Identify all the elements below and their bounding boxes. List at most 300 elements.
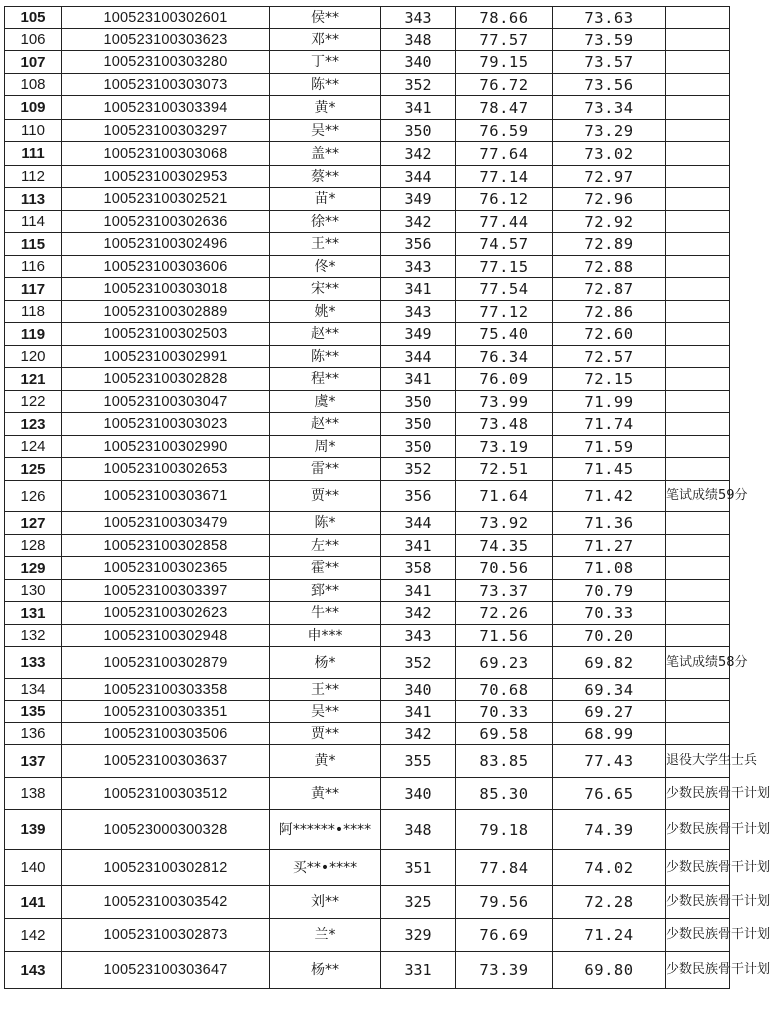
written-score-cell: 340 (381, 679, 456, 701)
note-cell (666, 602, 730, 625)
note-cell (666, 278, 730, 301)
name-cell: 郅** (270, 580, 381, 602)
note-cell (666, 723, 730, 745)
seq-cell: 126 (5, 481, 62, 512)
total-score-cell: 71.36 (553, 512, 666, 535)
name-cell: 王** (270, 233, 381, 256)
total-score-cell: 77.43 (553, 745, 666, 778)
seq-cell: 109 (5, 96, 62, 120)
ticket-number-cell: 100523100302503 (62, 323, 270, 346)
interview-score-cell: 77.44 (456, 211, 553, 233)
total-score-cell: 72.87 (553, 278, 666, 301)
total-score-cell: 72.88 (553, 256, 666, 278)
total-score-cell: 73.57 (553, 51, 666, 74)
name-cell: 黄** (270, 778, 381, 810)
total-score-cell: 71.24 (553, 919, 666, 952)
seq-cell: 139 (5, 810, 62, 850)
seq-cell: 122 (5, 391, 62, 413)
table-row (5, 211, 730, 233)
score-table-body (5, 7, 770, 989)
written-score-cell: 329 (381, 919, 456, 952)
name-cell: 邓** (270, 29, 381, 51)
total-score-cell: 69.34 (553, 679, 666, 701)
total-score-cell: 72.96 (553, 188, 666, 211)
ticket-number-cell: 100523100303394 (62, 96, 270, 120)
ticket-number-cell: 100523100302953 (62, 166, 270, 188)
score-table (4, 6, 770, 989)
name-cell: 左** (270, 535, 381, 557)
total-score-cell: 69.27 (553, 701, 666, 723)
total-score-cell: 72.89 (553, 233, 666, 256)
table-row (5, 679, 730, 701)
written-score-cell: 343 (381, 301, 456, 323)
written-score-cell: 351 (381, 850, 456, 886)
name-cell: 兰* (270, 919, 381, 952)
note-cell (666, 301, 730, 323)
ticket-number-cell: 100523100302873 (62, 919, 270, 952)
total-score-cell: 73.63 (553, 7, 666, 29)
table-row (5, 74, 730, 96)
interview-score-cell: 79.56 (456, 886, 553, 919)
seq-cell: 134 (5, 679, 62, 701)
seq-cell: 123 (5, 413, 62, 436)
interview-score-cell: 76.34 (456, 346, 553, 368)
written-score-cell: 350 (381, 436, 456, 458)
ticket-number-cell: 100523100302601 (62, 7, 270, 29)
table-row (5, 142, 730, 166)
ticket-number-cell: 100523100302879 (62, 647, 270, 679)
written-score-cell: 325 (381, 886, 456, 919)
interview-score-cell: 77.14 (456, 166, 553, 188)
ticket-number-cell: 100523100303280 (62, 51, 270, 74)
interview-score-cell: 72.51 (456, 458, 553, 481)
written-score-cell: 343 (381, 7, 456, 29)
name-cell: 赵** (270, 413, 381, 436)
table-row (5, 778, 730, 810)
table-row (5, 436, 730, 458)
interview-score-cell: 77.54 (456, 278, 553, 301)
seq-cell: 107 (5, 51, 62, 74)
note-cell (666, 512, 730, 535)
ticket-number-cell: 100523100303047 (62, 391, 270, 413)
interview-score-cell: 77.57 (456, 29, 553, 51)
ticket-number-cell: 100523100302653 (62, 458, 270, 481)
total-score-cell: 74.39 (553, 810, 666, 850)
total-score-cell: 71.08 (553, 557, 666, 580)
ticket-number-cell: 100523100303637 (62, 745, 270, 778)
seq-cell: 119 (5, 323, 62, 346)
seq-cell: 121 (5, 368, 62, 391)
ticket-number-cell: 100523000300328 (62, 810, 270, 850)
table-row (5, 391, 730, 413)
table-row (5, 458, 730, 481)
seq-cell: 131 (5, 602, 62, 625)
interview-score-cell: 79.15 (456, 51, 553, 74)
seq-cell: 113 (5, 188, 62, 211)
total-score-cell: 68.99 (553, 723, 666, 745)
interview-score-cell: 73.37 (456, 580, 553, 602)
seq-cell: 118 (5, 301, 62, 323)
ticket-number-cell: 100523100302521 (62, 188, 270, 211)
total-score-cell: 72.86 (553, 301, 666, 323)
name-cell: 黄* (270, 745, 381, 778)
name-cell: 黄* (270, 96, 381, 120)
table-row (5, 256, 730, 278)
written-score-cell: 355 (381, 745, 456, 778)
name-cell: 赵** (270, 323, 381, 346)
name-cell: 苗* (270, 188, 381, 211)
seq-cell: 115 (5, 233, 62, 256)
table-row (5, 51, 730, 74)
seq-cell: 128 (5, 535, 62, 557)
interview-score-cell: 75.40 (456, 323, 553, 346)
name-cell: 吴** (270, 701, 381, 723)
ticket-number-cell: 100523100302623 (62, 602, 270, 625)
interview-score-cell: 85.30 (456, 778, 553, 810)
interview-score-cell: 73.48 (456, 413, 553, 436)
note-cell (666, 346, 730, 368)
name-cell: 霍** (270, 557, 381, 580)
name-cell: 刘** (270, 886, 381, 919)
written-score-cell: 349 (381, 323, 456, 346)
seq-cell: 127 (5, 512, 62, 535)
note-cell (666, 458, 730, 481)
note-cell: 退役大学生士兵 (666, 745, 730, 778)
total-score-cell: 71.27 (553, 535, 666, 557)
written-score-cell: 344 (381, 512, 456, 535)
seq-cell: 132 (5, 625, 62, 647)
written-score-cell: 344 (381, 346, 456, 368)
written-score-cell: 341 (381, 701, 456, 723)
written-score-cell: 348 (381, 29, 456, 51)
total-score-cell: 71.74 (553, 413, 666, 436)
written-score-cell: 348 (381, 810, 456, 850)
table-row (5, 301, 730, 323)
total-score-cell: 72.57 (553, 346, 666, 368)
seq-cell: 141 (5, 886, 62, 919)
table-row (5, 233, 730, 256)
seq-cell: 105 (5, 7, 62, 29)
note-cell (666, 679, 730, 701)
ticket-number-cell: 100523100302496 (62, 233, 270, 256)
total-score-cell: 73.02 (553, 142, 666, 166)
seq-cell: 140 (5, 850, 62, 886)
written-score-cell: 344 (381, 166, 456, 188)
seq-cell: 136 (5, 723, 62, 745)
table-row (5, 323, 730, 346)
note-cell (666, 7, 730, 29)
note-cell (666, 323, 730, 346)
table-row (5, 120, 730, 142)
table-row (5, 602, 730, 625)
written-score-cell: 342 (381, 211, 456, 233)
seq-cell: 133 (5, 647, 62, 679)
ticket-number-cell: 100523100303606 (62, 256, 270, 278)
interview-score-cell: 76.09 (456, 368, 553, 391)
table-row (5, 625, 730, 647)
name-cell: 丁** (270, 51, 381, 74)
note-cell (666, 96, 730, 120)
note-cell (666, 580, 730, 602)
interview-score-cell: 73.99 (456, 391, 553, 413)
note-cell (666, 436, 730, 458)
written-score-cell: 342 (381, 602, 456, 625)
written-score-cell: 352 (381, 74, 456, 96)
seq-cell: 143 (5, 952, 62, 989)
interview-score-cell: 73.39 (456, 952, 553, 989)
total-score-cell: 70.20 (553, 625, 666, 647)
interview-score-cell: 77.12 (456, 301, 553, 323)
note-cell (666, 368, 730, 391)
table-row (5, 723, 730, 745)
total-score-cell: 69.82 (553, 647, 666, 679)
note-cell: 少数民族骨干计划 (666, 952, 730, 989)
table-row (5, 7, 730, 29)
total-score-cell: 71.59 (553, 436, 666, 458)
note-cell: 少数民族骨干计划 (666, 886, 730, 919)
interview-score-cell: 73.19 (456, 436, 553, 458)
ticket-number-cell: 100523100302828 (62, 368, 270, 391)
note-cell (666, 211, 730, 233)
written-score-cell: 340 (381, 778, 456, 810)
written-score-cell: 341 (381, 368, 456, 391)
note-cell (666, 625, 730, 647)
interview-score-cell: 77.84 (456, 850, 553, 886)
table-row (5, 481, 730, 512)
written-score-cell: 350 (381, 413, 456, 436)
written-score-cell: 341 (381, 278, 456, 301)
total-score-cell: 73.56 (553, 74, 666, 96)
written-score-cell: 341 (381, 580, 456, 602)
total-score-cell: 73.59 (553, 29, 666, 51)
note-cell: 笔试成绩59分 (666, 481, 730, 512)
written-score-cell: 349 (381, 188, 456, 211)
interview-score-cell: 76.12 (456, 188, 553, 211)
ticket-number-cell: 100523100302858 (62, 535, 270, 557)
total-score-cell: 72.28 (553, 886, 666, 919)
name-cell: 杨** (270, 952, 381, 989)
ticket-number-cell: 100523100302991 (62, 346, 270, 368)
note-cell (666, 120, 730, 142)
total-score-cell: 76.65 (553, 778, 666, 810)
seq-cell: 130 (5, 580, 62, 602)
ticket-number-cell: 100523100303542 (62, 886, 270, 919)
name-cell: 佟* (270, 256, 381, 278)
seq-cell: 129 (5, 557, 62, 580)
name-cell: 徐** (270, 211, 381, 233)
note-cell: 少数民族骨干计划 (666, 810, 730, 850)
total-score-cell: 70.79 (553, 580, 666, 602)
name-cell: 杨* (270, 647, 381, 679)
seq-cell: 108 (5, 74, 62, 96)
ticket-number-cell: 100523100303397 (62, 580, 270, 602)
name-cell: 吴** (270, 120, 381, 142)
written-score-cell: 341 (381, 535, 456, 557)
table-row (5, 850, 730, 886)
written-score-cell: 350 (381, 391, 456, 413)
written-score-cell: 331 (381, 952, 456, 989)
table-row (5, 96, 730, 120)
note-cell (666, 166, 730, 188)
seq-cell: 138 (5, 778, 62, 810)
seq-cell: 120 (5, 346, 62, 368)
note-cell (666, 74, 730, 96)
ticket-number-cell: 100523100302365 (62, 557, 270, 580)
note-cell (666, 413, 730, 436)
ticket-number-cell: 100523100302948 (62, 625, 270, 647)
ticket-number-cell: 100523100303297 (62, 120, 270, 142)
interview-score-cell: 70.33 (456, 701, 553, 723)
note-cell (666, 701, 730, 723)
table-row (5, 512, 730, 535)
interview-score-cell: 74.35 (456, 535, 553, 557)
interview-score-cell: 76.72 (456, 74, 553, 96)
table-row (5, 810, 730, 850)
seq-cell: 117 (5, 278, 62, 301)
written-score-cell: 342 (381, 723, 456, 745)
table-row (5, 647, 730, 679)
total-score-cell: 71.99 (553, 391, 666, 413)
interview-score-cell: 76.69 (456, 919, 553, 952)
written-score-cell: 343 (381, 625, 456, 647)
seq-cell: 116 (5, 256, 62, 278)
written-score-cell: 340 (381, 51, 456, 74)
seq-cell: 124 (5, 436, 62, 458)
ticket-number-cell: 100523100303506 (62, 723, 270, 745)
written-score-cell: 343 (381, 256, 456, 278)
name-cell: 牛** (270, 602, 381, 625)
table-row (5, 580, 730, 602)
interview-score-cell: 76.59 (456, 120, 553, 142)
name-cell: 周* (270, 436, 381, 458)
total-score-cell: 73.34 (553, 96, 666, 120)
seq-cell: 114 (5, 211, 62, 233)
note-cell (666, 51, 730, 74)
seq-cell: 125 (5, 458, 62, 481)
seq-cell: 111 (5, 142, 62, 166)
name-cell: 虞* (270, 391, 381, 413)
table-row (5, 557, 730, 580)
ticket-number-cell: 100523100302812 (62, 850, 270, 886)
written-score-cell: 350 (381, 120, 456, 142)
ticket-number-cell: 100523100303351 (62, 701, 270, 723)
ticket-number-cell: 100523100303479 (62, 512, 270, 535)
name-cell: 买**•**** (270, 850, 381, 886)
interview-score-cell: 72.26 (456, 602, 553, 625)
written-score-cell: 352 (381, 458, 456, 481)
ticket-number-cell: 100523100303647 (62, 952, 270, 989)
name-cell: 陈** (270, 74, 381, 96)
ticket-number-cell: 100523100302636 (62, 211, 270, 233)
total-score-cell: 72.15 (553, 368, 666, 391)
name-cell: 程** (270, 368, 381, 391)
interview-score-cell: 73.92 (456, 512, 553, 535)
note-cell: 笔试成绩58分 (666, 647, 730, 679)
name-cell: 盖** (270, 142, 381, 166)
seq-cell: 112 (5, 166, 62, 188)
interview-score-cell: 69.58 (456, 723, 553, 745)
interview-score-cell: 83.85 (456, 745, 553, 778)
table-row (5, 952, 730, 989)
ticket-number-cell: 100523100303623 (62, 29, 270, 51)
note-cell (666, 557, 730, 580)
table-row (5, 29, 730, 51)
name-cell: 姚* (270, 301, 381, 323)
total-score-cell: 71.42 (553, 481, 666, 512)
name-cell: 宋** (270, 278, 381, 301)
note-cell: 少数民族骨干计划 (666, 850, 730, 886)
seq-cell: 137 (5, 745, 62, 778)
ticket-number-cell: 100523100302889 (62, 301, 270, 323)
name-cell: 陈** (270, 346, 381, 368)
note-cell (666, 256, 730, 278)
total-score-cell: 72.92 (553, 211, 666, 233)
written-score-cell: 356 (381, 481, 456, 512)
note-cell (666, 29, 730, 51)
ticket-number-cell: 100523100303023 (62, 413, 270, 436)
ticket-number-cell: 100523100303068 (62, 142, 270, 166)
table-row (5, 166, 730, 188)
note-cell (666, 535, 730, 557)
name-cell: 阿******•**** (270, 810, 381, 850)
table-row (5, 886, 730, 919)
table-row (5, 745, 730, 778)
written-score-cell: 342 (381, 142, 456, 166)
name-cell: 贾** (270, 723, 381, 745)
total-score-cell: 71.45 (553, 458, 666, 481)
written-score-cell: 352 (381, 647, 456, 679)
table-row (5, 188, 730, 211)
total-score-cell: 72.97 (553, 166, 666, 188)
total-score-cell: 69.80 (553, 952, 666, 989)
ticket-number-cell: 100523100303073 (62, 74, 270, 96)
name-cell: 侯** (270, 7, 381, 29)
ticket-number-cell: 100523100303358 (62, 679, 270, 701)
name-cell: 雷** (270, 458, 381, 481)
table-row (5, 701, 730, 723)
note-cell (666, 188, 730, 211)
note-cell (666, 142, 730, 166)
note-cell (666, 391, 730, 413)
total-score-cell: 74.02 (553, 850, 666, 886)
name-cell: 蔡** (270, 166, 381, 188)
name-cell: 贾** (270, 481, 381, 512)
name-cell: 陈* (270, 512, 381, 535)
written-score-cell: 358 (381, 557, 456, 580)
seq-cell: 110 (5, 120, 62, 142)
interview-score-cell: 77.64 (456, 142, 553, 166)
table-row (5, 919, 730, 952)
table-row (5, 278, 730, 301)
interview-score-cell: 79.18 (456, 810, 553, 850)
ticket-number-cell: 100523100303512 (62, 778, 270, 810)
interview-score-cell: 71.64 (456, 481, 553, 512)
table-row (5, 346, 730, 368)
total-score-cell: 70.33 (553, 602, 666, 625)
seq-cell: 135 (5, 701, 62, 723)
interview-score-cell: 69.23 (456, 647, 553, 679)
ticket-number-cell: 100523100303018 (62, 278, 270, 301)
name-cell: 王** (270, 679, 381, 701)
ticket-number-cell: 100523100302990 (62, 436, 270, 458)
total-score-cell: 73.29 (553, 120, 666, 142)
written-score-cell: 341 (381, 96, 456, 120)
interview-score-cell: 78.66 (456, 7, 553, 29)
interview-score-cell: 70.68 (456, 679, 553, 701)
score-sheet (4, 6, 770, 989)
interview-score-cell: 74.57 (456, 233, 553, 256)
table-row (5, 368, 730, 391)
